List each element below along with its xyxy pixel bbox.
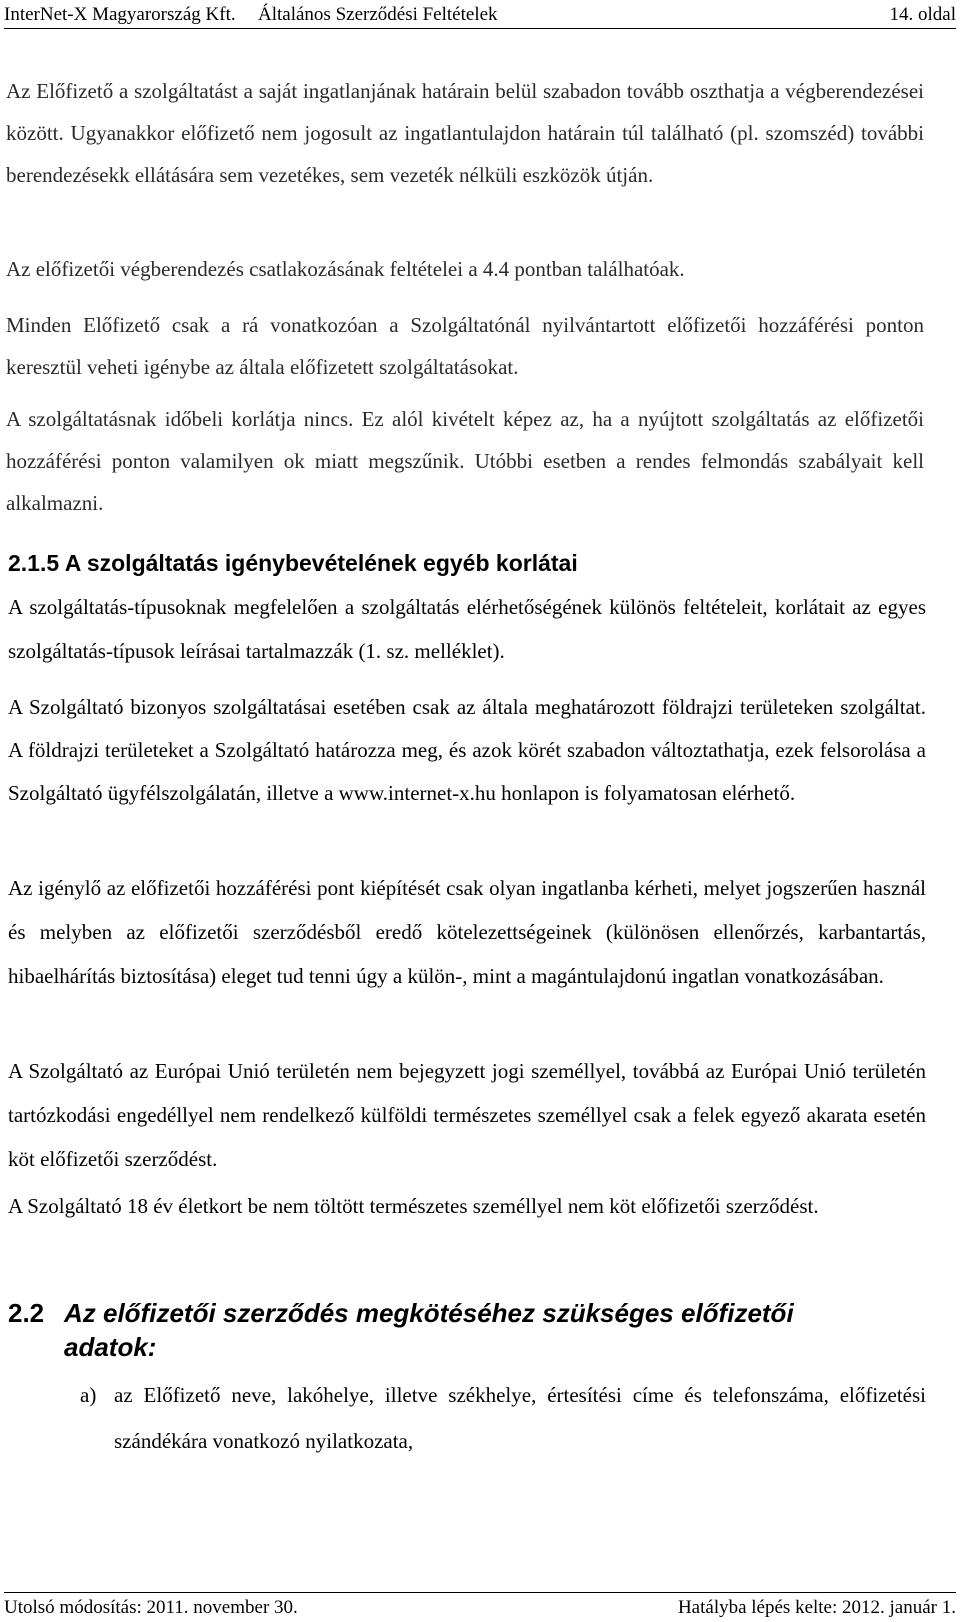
running-footer <box>4 1592 956 1619</box>
footer-last-modified: Utolsó módosítás: 2011. november 30. <box>4 1597 298 1618</box>
section-heading-2-2 <box>8 1296 908 1364</box>
section-title-line1: Az előfizetői szerződés megkötéséhez szükséges előfizetői <box>64 1298 794 1328</box>
header-company: InterNet-X Magyarország Kft. <box>4 4 236 25</box>
list-item-text: az Előfizető neve, lakóhelye, illetve székhelye, értesítési címe és telefonszáma, előfizetési szándékára vonatkozó nyilatkozata, <box>114 1383 926 1453</box>
header-page-number: 14. oldal <box>889 4 956 25</box>
running-header <box>4 2 956 29</box>
footer-effective-date: Hatályba lépés kelte: 2012. január 1. <box>677 1597 956 1618</box>
paragraph-access-point: Minden Előfizető csak a rá vonatkozóan a Szolgáltatónál nyilvántartott előfizetői hozzáférési ponton keresztül veheti igénybe az általa előfizetett szolgáltatásokat. <box>6 313 924 379</box>
paragraph-geographic-areas: A Szolgáltató bizonyos szolgáltatásai esetében csak az általa meghatározott földrajzi területeken szolgáltat. A földrajzi területeket a Szolgáltató határozza meg, és azok körét szabadon változtathatja, ezek felsorolása a Szolgáltató ügyfélszolgálatán, illetve a www.internet-x.hu honlapon is folyamatosan elérhető. <box>8 695 926 805</box>
paragraph-service-types: A szolgáltatás-típusoknak megfelelően a szolgáltatás elérhetőségének különös feltételeit, korlátait az egyes szolgáltatás-típusok leírásai tartalmazzák (1. sz. melléklet). <box>8 595 926 663</box>
section-number: 2.2 <box>8 1298 45 1328</box>
paragraph-age-restriction: A Szolgáltató 18 év életkort be nem töltött természetes személlyel nem köt előfizetői szerződést. <box>8 1194 819 1218</box>
paragraph-terminal-conditions: Az előfizetői végberendezés csatlakozásának feltételei a 4.4 pontban találhatóak. <box>6 257 685 281</box>
paragraph-distribution: Az Előfizető a szolgáltatást a saját ingatlanjának határain belül szabadon tovább oszthatja a végberendezései között. Ugyanakkor előfizető nem jogosult az ingatlantulajdon határain túl található (pl. szomszéd) további berendezésekk ellátására sem vezetékes, sem vezeték nélküli eszközök útján. <box>6 79 924 187</box>
section-heading-2-1-5: 2.1.5 A szolgáltatás igénybevételének egyéb korlátai <box>8 550 578 576</box>
paragraph-eu-restriction: A Szolgáltató az Európai Unió területén nem bejegyzett jogi személlyel, továbbá az Európai Unió területén tartózkodási engedéllyel nem rendelkező külföldi természetes személlyel csak a felek egyező akarata esetén köt előfizetői szerződést. <box>8 1059 926 1171</box>
paragraph-property-requirements: Az igénylő az előfizetői hozzáférési pont kiépítését csak olyan ingatlanba kérheti, melyet jogszerűen használ és melyben az előfizetői szerződésből eredő kötelezettségeinek (különösen ellenőrzés, karbantartás, hibaelhárítás biztosítása) eleget tud tenni úgy a külön-, mint a magántulajdonú ingatlan vonatkozásában. <box>8 876 926 988</box>
section-title-line2: adatok: <box>64 1332 157 1362</box>
list-item-marker: a) <box>80 1383 97 1407</box>
paragraph-time-limit: A szolgáltatásnak időbeli korlátja nincs. Ez alól kivételt képez az, ha a nyújtott szolgáltatás az előfizetői hozzáférési ponton valamilyen ok miatt megszűnik. Utóbbi esetben a rendes felmondás szabályait kell alkalmazni. <box>6 407 924 515</box>
header-doc-title: Általános Szerződési Feltételek <box>258 4 498 25</box>
